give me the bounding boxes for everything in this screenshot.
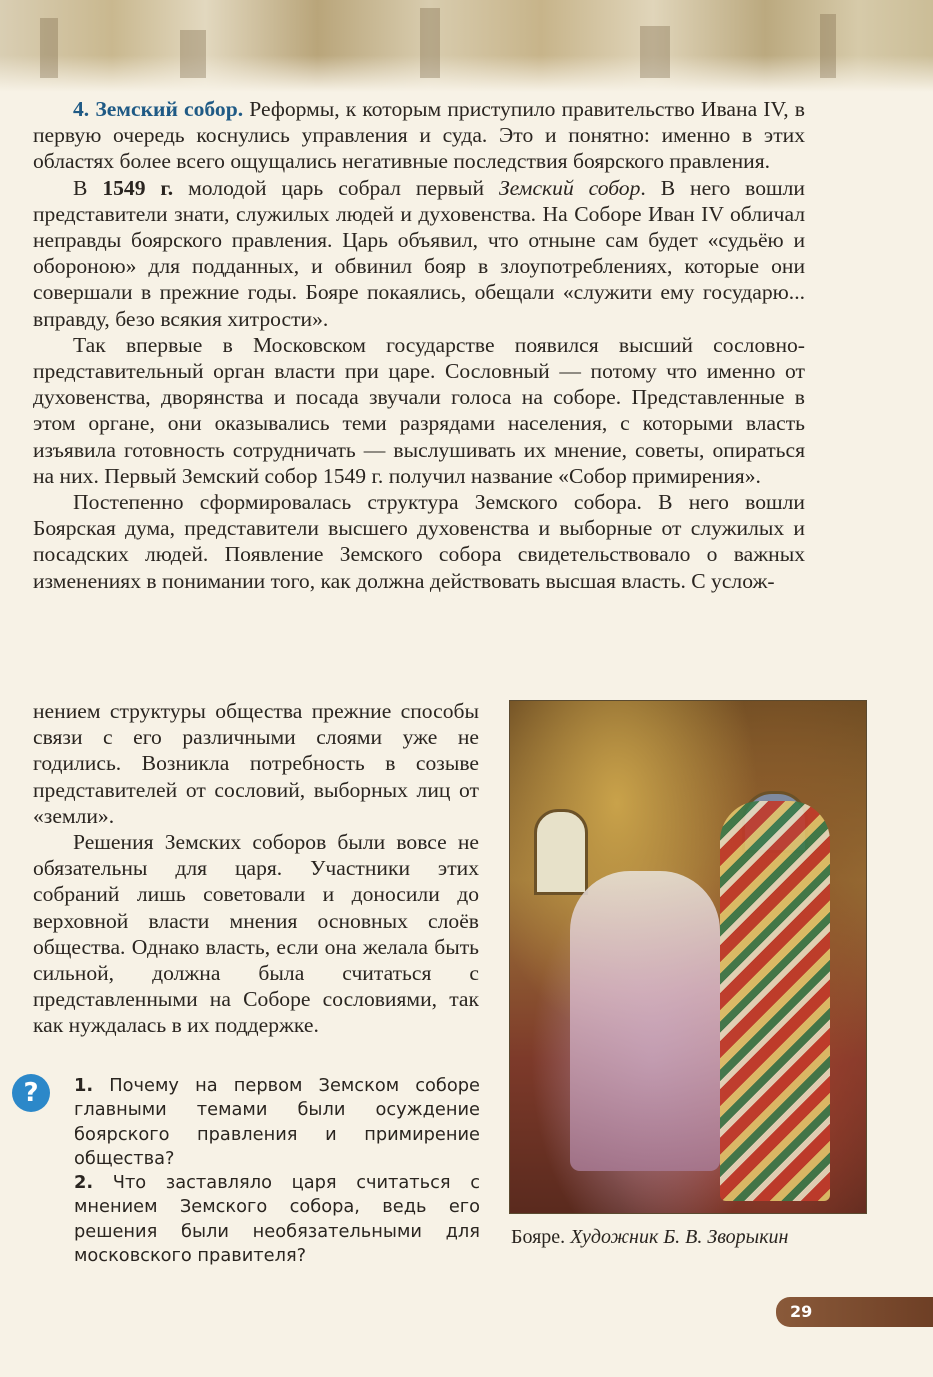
paragraph-5: Решения Земских соборов были вовсе не обязательны для царя. Участники этих собраний лишь советовали и доносили до верховной власти мнения основных слоёв общества. Однако власть, если она желала быть сильной, должна была считаться с представленными на Соборе сословиями, так как нуждалась в их поддержке. [33,830,479,1038]
year-highlight: 1549 г. [102,175,174,200]
question-2: 2. Что заставляло царя считаться с мнением Земского собора, ведь его решения были необязательными для московского правителя? [74,1172,480,1267]
painting-boyars [509,700,867,1214]
paragraph-4-continued: нением структуры общества прежние способы связи с его различными слоями уже не годились. Возникла потребность в созыве представителей от сословий, выборных лиц от «земли». [33,699,479,828]
paragraph-2: В 1549 г. молодой царь собрал первый Земский собор. В него вошли представители знати, служилых людей и духовенства. На Соборе Иван IV обличал неправды боярского правления. Царь объявил, что отныне сам будет «судьёю и обороною» для подданных, и обвинил бояр в злоупотреблениях, которые они совершали в прежние годы. Бояре покаялись, обещали «служити ему государю... вправду, безо всякия хитрости». [33,175,805,331]
paragraph-3: Так впервые в Московском государстве появился высший сословно-представительный орган власти при царе. Сословный — потому что именно от духовенства, дворянства и посада звучали голоса на соборе. Представленные в этом органе, они оказывались теми разрядами населения, с которыми власть изъявила готовность сотрудничать — выслушивать их мнение, советы, опираться на них. Первый Земский собор 1549 г. получил название «Собор примирения». [33,332,805,488]
decorative-banner [0,0,933,92]
narrow-text [33,698,479,1039]
paragraph-1: 4. Земский собор. Реформы, к которым приступило правительство Ивана IV, в первую очередь коснулись управления и суда. Это и понятно: именно в этих областях более всего ощущались негативные последствия боярского правления. [33,97,805,174]
figure-caption: Бояре. Художник Б. В. Зворыкин [511,1226,789,1248]
question-1: 1. Почему на первом Земском соборе главными темами были осуждение боярского правления и примирение общества? [74,1075,480,1169]
questions-block [74,1074,480,1268]
term-highlight: Земский собор [498,175,641,200]
section-heading: 4. Земский собор. [73,97,244,121]
question-icon: ? [12,1074,50,1112]
main-text [33,96,805,594]
paragraph-4: Постепенно сформировалась структура Земского собора. В него вошли Боярская дума, представители высшего духовенства и выборные от служилых и посадских людей. Появление Земского собора свидетельствовало о важных изменениях в понимании того, как должна действовать высшая власть. С услож- [33,490,805,593]
page-number: 29 [776,1297,933,1327]
